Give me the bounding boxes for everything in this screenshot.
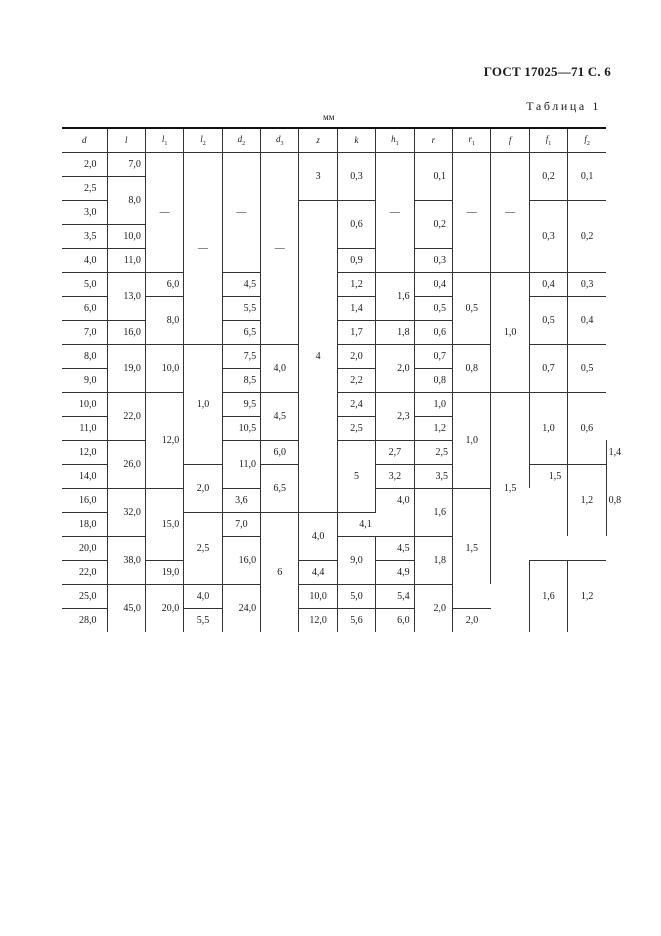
column-header-f: f: [491, 128, 529, 152]
cell-k: 2,4: [337, 392, 375, 416]
column-header-k: k: [337, 128, 375, 152]
cell-r: 0,5: [414, 296, 452, 320]
cell-r: 1,8: [414, 536, 452, 584]
cell-l: 16,0: [107, 320, 145, 344]
cell-f2: 0,3: [568, 272, 606, 296]
cell-l: 32,0: [107, 488, 145, 536]
cell-r1: 0,8: [453, 344, 491, 392]
cell-h1: 2,3: [376, 392, 414, 440]
cell-d3: 12,0: [299, 608, 337, 632]
units-label: мм: [323, 112, 335, 122]
cell-d3: 7,0: [222, 512, 260, 536]
cell-l2: —: [184, 152, 222, 344]
cell-r1: 1,0: [453, 392, 491, 488]
cell-d: 8,0: [62, 344, 107, 368]
column-header-l1: $l_1$: [145, 128, 183, 152]
cell-d: 3,5: [62, 224, 107, 248]
cell-h1: 2,0: [376, 344, 414, 392]
cell-l1: 12,0: [145, 392, 183, 488]
cell-k: 2,2: [337, 368, 375, 392]
cell-l1: 6,0: [145, 272, 183, 296]
table-row: [62, 584, 606, 608]
cell-k: 1,7: [337, 320, 375, 344]
cell-l: 13,0: [107, 272, 145, 320]
cell-d2: 10,5: [222, 416, 260, 440]
cell-d: 28,0: [62, 608, 107, 632]
cell-l: 22,0: [107, 392, 145, 440]
cell-h1: 5,4: [376, 584, 414, 608]
cell-d: 6,0: [62, 296, 107, 320]
cell-l: 45,0: [107, 584, 145, 632]
cell-l1: —: [145, 152, 183, 272]
cell-d3: 9,0: [337, 536, 375, 584]
column-header-f1: $f_1$: [529, 128, 567, 152]
cell-r: 0,8: [414, 368, 452, 392]
cell-f1: 0,3: [529, 200, 567, 272]
cell-l1: 8,0: [145, 296, 183, 344]
cell-r: 0,1: [414, 152, 452, 200]
cell-d2: 8,5: [222, 368, 260, 392]
cell-k: 5,6: [337, 608, 375, 632]
cell-f2: 0,4: [568, 296, 606, 344]
cell-d: 2,0: [84, 158, 97, 170]
cell-l1: 20,0: [145, 584, 183, 632]
cell-h1: —: [376, 152, 414, 272]
cell-h1: 3,5: [414, 464, 452, 488]
cell-h1: 1,8: [376, 320, 414, 344]
cell-r: 0,4: [414, 272, 452, 296]
cell-d2: —: [222, 152, 260, 272]
cell-k: 0,6: [337, 200, 375, 248]
cell-f1: 0,2: [529, 152, 567, 200]
cell-l: 7,0: [107, 152, 145, 176]
cell-f2: 0,1: [568, 152, 606, 200]
cell-l: 38,0: [107, 536, 145, 584]
column-header-r1: $r_1$: [453, 128, 491, 152]
cell-d: 4,0: [62, 248, 107, 272]
cell-k: 5,0: [337, 584, 375, 608]
cell-k: 2,7: [376, 440, 414, 464]
cell-l: 19,0: [107, 344, 145, 392]
cell-l2: 1,0: [184, 344, 222, 464]
cell-f1: 1,2: [568, 464, 606, 536]
cell-d2: 11,0: [222, 440, 260, 488]
cell-l1: 10,0: [145, 344, 183, 392]
column-header-z: z: [299, 128, 337, 152]
cell-d: 5,0: [62, 272, 107, 296]
cell-f: 1,0: [491, 272, 529, 392]
cell-l2: 5,5: [184, 608, 222, 632]
cell-r: 0,6: [414, 320, 452, 344]
cell-z: 3: [299, 152, 337, 200]
cell-l: 8,0: [107, 176, 145, 224]
cell-d2: 15,0: [145, 488, 183, 560]
cell-f2: 1,2: [568, 560, 606, 632]
cell-f: 2,0: [453, 608, 491, 632]
table-row: 14,0 2,0 6,5 3,2 3,5 1,5 1,2 0,8: [62, 464, 606, 488]
cell-r: 0,2: [414, 200, 452, 248]
cell-k: 1,4: [337, 296, 375, 320]
cell-k: 0,3: [337, 152, 375, 200]
cell-d: 11,0: [62, 416, 107, 440]
cell-d: 20,0: [62, 536, 107, 560]
cell-r: 1,2: [414, 416, 452, 440]
table-header-row: [62, 128, 606, 152]
cell-l1: 16,0: [222, 536, 260, 584]
cell-d: 9,0: [62, 368, 107, 392]
column-header-r: r: [414, 128, 452, 152]
cell-f1: 0,7: [529, 344, 567, 392]
cell-h1: 4,1: [337, 512, 375, 536]
cell-d3: 4,0: [261, 344, 299, 392]
cell-d: 2,5: [62, 176, 107, 200]
cell-h1: 2,5: [414, 440, 452, 464]
cell-h1: 4,5: [376, 536, 414, 560]
cell-l: 26,0: [107, 440, 145, 488]
cell-d: 7,0: [62, 320, 107, 344]
column-header-d3: $d_3$: [261, 128, 299, 152]
cell-r: 0,3: [414, 248, 452, 272]
column-header-d: d: [62, 128, 107, 152]
cell-d: 25,0: [62, 584, 107, 608]
cell-r: 1,5: [529, 464, 567, 488]
cell-k: 2,0: [337, 344, 375, 368]
cell-h1: 4,9: [376, 560, 414, 584]
cell-k: 1,2: [337, 272, 375, 296]
cell-d2: 24,0: [222, 584, 260, 632]
cell-z: 5: [337, 440, 375, 512]
cell-f2: 0,5: [568, 344, 606, 392]
column-header-h1: $h_1$: [376, 128, 414, 152]
cell-d3: 6,5: [261, 464, 299, 512]
cell-d: 12,0: [62, 440, 107, 464]
cell-d: 16,0: [62, 488, 107, 512]
cell-f2: 0,2: [568, 200, 606, 272]
cell-k: 4,0: [299, 512, 337, 560]
column-header-l: l: [107, 128, 145, 152]
cell-d3: 6,0: [261, 440, 299, 464]
cell-d: 22,0: [62, 560, 107, 584]
cell-d3: 4,5: [261, 392, 299, 440]
cell-d2: 7,5: [222, 344, 260, 368]
table-row: 12,0 26,0 11,0 6,0 5 2,7 2,5 1,4: [62, 440, 606, 464]
cell-h1: 6,0: [376, 608, 414, 632]
page-header: ГОСТ 17025—71 С. 6: [483, 64, 611, 79]
cell-k: 3,6: [222, 488, 260, 512]
cell-k: 3,2: [376, 464, 414, 488]
cell-d: 14,0: [62, 464, 107, 488]
cell-d2: 9,5: [222, 392, 260, 416]
cell-d3: —: [261, 152, 299, 344]
cell-f1: 0,4: [529, 272, 567, 296]
table-label: Таблица 1: [526, 99, 601, 113]
cell-d2: 6,5: [222, 320, 260, 344]
cell-d3: 10,0: [299, 584, 337, 608]
column-header-d2: $d_2$: [222, 128, 260, 152]
column-header-f2: $f_2$: [568, 128, 606, 152]
cell-z: 4: [299, 200, 337, 512]
cell-f1: 1,6: [529, 560, 567, 632]
cell-d: 3,0: [62, 200, 107, 224]
cell-d: 18,0: [62, 512, 107, 536]
cell-d2: 5,5: [222, 296, 260, 320]
cell-z: 6: [261, 512, 299, 632]
cell-d: 10,0: [62, 392, 107, 416]
cell-f2: 0,6: [568, 392, 606, 464]
cell-l2: 4,0: [184, 584, 222, 608]
cell-k: 0,9: [337, 248, 375, 272]
dimensions-table: [62, 127, 622, 632]
cell-r: 1,0: [414, 392, 452, 416]
cell-f: 1,5: [491, 392, 529, 584]
cell-h1: 1,6: [376, 272, 414, 320]
cell-f1: 0,5: [529, 296, 567, 344]
cell-r1: —: [453, 152, 491, 272]
cell-d2: 4,5: [222, 272, 260, 296]
cell-f1: 1,0: [529, 392, 567, 464]
cell-h1: 4,0: [376, 488, 414, 512]
cell-k: 4,4: [299, 560, 337, 584]
cell-l: 11,0: [107, 248, 145, 272]
cell-l2: 2,0: [184, 464, 222, 512]
cell-d2: 19,0: [145, 560, 183, 584]
cell-k: 2,5: [337, 416, 375, 440]
column-header-l2: $l_2$: [184, 128, 222, 152]
cell-l: 10,0: [107, 224, 145, 248]
table-row: [62, 152, 606, 176]
cell-r: 2,0: [414, 584, 452, 632]
cell-r: 1,6: [414, 488, 452, 536]
cell-r1: 1,5: [453, 488, 491, 608]
cell-r1: 0,5: [453, 272, 491, 344]
cell-f: —: [491, 152, 529, 272]
cell-r: 0,7: [414, 344, 452, 368]
cell-l2: 2,5: [184, 512, 222, 584]
